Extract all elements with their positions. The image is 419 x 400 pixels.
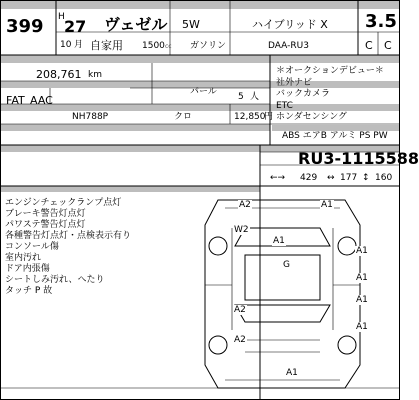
damage-code: G bbox=[283, 260, 290, 270]
note-line: パワステ警告灯点灯 bbox=[5, 220, 86, 230]
recycle-unit: 円 bbox=[264, 112, 274, 122]
note-line: ブレーキ警告灯点灯 bbox=[5, 209, 86, 219]
note-line: コンソール傷 bbox=[5, 242, 59, 252]
damage-code: W2 bbox=[234, 225, 249, 235]
recycle-fee: 12,850 bbox=[234, 112, 266, 122]
color-name: パール bbox=[190, 87, 217, 97]
registration-month: 10 bbox=[60, 40, 72, 50]
seats: 5 bbox=[238, 92, 244, 102]
usage: 自家用 bbox=[90, 39, 123, 52]
chassis-number: RU3-1115588 bbox=[298, 149, 419, 168]
damage-code: A1 bbox=[356, 273, 368, 283]
model-year: 27 bbox=[64, 17, 87, 36]
displacement: 1500 bbox=[142, 41, 165, 51]
transmission: FAT bbox=[6, 94, 25, 107]
width-value: 177 bbox=[340, 173, 358, 183]
note-line: タッチ P 故 bbox=[5, 286, 53, 296]
equipment-features: ABS エアB アルミ PS PW bbox=[282, 131, 388, 141]
note-line: エンジンチェックランプ点灯 bbox=[5, 198, 122, 208]
exterior-grade: C bbox=[384, 39, 392, 52]
car-name: ヴェゼル bbox=[104, 15, 168, 34]
damage-code: A1 bbox=[286, 368, 298, 378]
inspection-notes bbox=[5, 198, 131, 297]
interior-color: クロ bbox=[174, 112, 193, 122]
equipment-item: 社外ナビ bbox=[276, 77, 313, 88]
equipment-item: ホンダセンシング bbox=[276, 112, 348, 122]
mileage-unit: km bbox=[88, 70, 102, 80]
equipment-item: ＊オークションデビュー＊ bbox=[276, 66, 384, 76]
damage-code: A2 bbox=[234, 305, 246, 315]
damage-code: A2 bbox=[239, 200, 251, 210]
car-diagram bbox=[205, 200, 360, 388]
damage-code: A1 bbox=[356, 246, 368, 256]
interior-grade: C bbox=[365, 39, 373, 52]
grade: ハイブリッド X bbox=[252, 18, 328, 31]
color-code: NH788P bbox=[72, 112, 109, 122]
length-marker: ←→ bbox=[270, 173, 286, 183]
month-suffix: 月 bbox=[74, 40, 84, 50]
height-value: 160 bbox=[375, 173, 393, 183]
equipment-item: ETC bbox=[276, 100, 293, 111]
note-line: ドア内張傷 bbox=[5, 264, 50, 274]
air-conditioner: AAC bbox=[30, 94, 53, 107]
damage-code: A1 bbox=[356, 295, 368, 305]
length-value: 429 bbox=[300, 173, 318, 183]
damage-code: A1 bbox=[273, 236, 285, 246]
damage-code: A1 bbox=[321, 200, 333, 210]
note-line: 各種警告灯点灯・点検表示有り bbox=[5, 231, 132, 241]
lot-number: 399 bbox=[6, 16, 44, 37]
fuel-type: ガソリン bbox=[190, 41, 227, 51]
note-line: シートしみ汚れ、へたり bbox=[5, 275, 105, 285]
note-line: 室内汚れ bbox=[5, 253, 42, 263]
mileage-value: 208,761 bbox=[36, 68, 82, 81]
auction-score: 3.5 bbox=[365, 11, 397, 32]
displacement-unit: cc bbox=[165, 43, 172, 50]
equipment-list bbox=[276, 66, 384, 124]
width-marker: ↔ bbox=[327, 173, 335, 183]
damage-code: A2 bbox=[234, 335, 246, 345]
height-marker: ↕ bbox=[362, 173, 370, 183]
model-code: DAA-RU3 bbox=[268, 41, 309, 51]
door-type: 5W bbox=[182, 18, 200, 31]
era-prefix: H bbox=[58, 12, 65, 22]
damage-code: A1 bbox=[356, 322, 368, 332]
equipment-item: バックカメラ bbox=[276, 89, 331, 99]
seats-unit: 人 bbox=[250, 92, 260, 102]
